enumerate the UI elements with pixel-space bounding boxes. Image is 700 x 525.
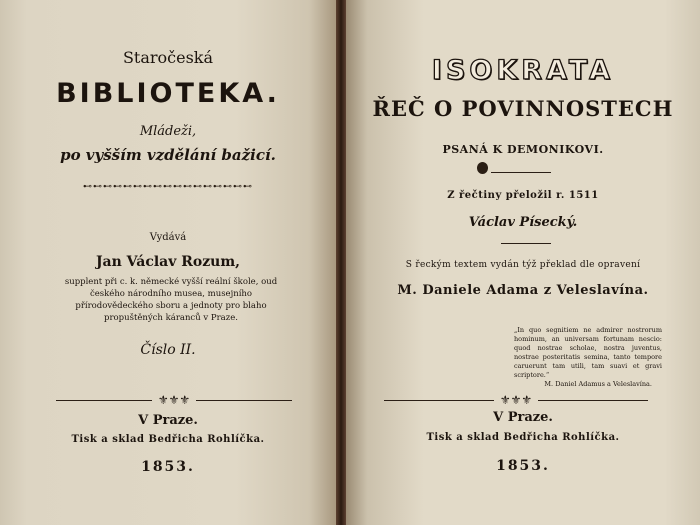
dedication-line-2: po vyšším vzdělání bažicí. — [60, 146, 276, 164]
ornament-divider: ⊷⊷⊷⊷⊷⊷⊷⊷⊷⊷⊷⊷⊷⊷⊷⊷⊷ — [83, 182, 253, 192]
work-title: ŘEČ O POVINNOSTECH — [372, 96, 674, 121]
imprint-printer: Tisk a sklad Bedřicha Rohlíčka. — [426, 432, 620, 443]
short-divider-2 — [501, 243, 551, 244]
dedication-line-1: Mládeži, — [139, 124, 197, 139]
imprint-city: V Praze. — [493, 410, 553, 425]
fleuron-icon: ⚜⚜⚜ — [499, 393, 533, 407]
book-gutter — [336, 0, 346, 525]
ornament-rule — [56, 393, 292, 407]
editor-name: Jan Václav Rozum, — [95, 254, 241, 270]
imprint-city: V Praze. — [138, 413, 198, 428]
translation-note: Z řečtiny přeložil r. 1511 — [447, 190, 599, 201]
edition-note: S řeckým textem vydán týž překlad dle opravení — [405, 260, 641, 270]
ink-blot — [477, 162, 488, 174]
edition-editor: M. Daniele Adama z Veleslavína. — [397, 283, 649, 298]
editor-description: supplent při c. k. německé vyšší reální škole, oud českého národního musea, musejního přírodovědeckého sboru a jednoty pro blaho propuštěných káranců v Praze. — [64, 277, 278, 323]
volume-number: Číslo II. — [140, 342, 196, 358]
imprint-printer: Tisk a sklad Bedřicha Rohlíčka. — [71, 434, 265, 445]
imprint-year: 1853. — [141, 459, 195, 475]
short-divider — [491, 172, 551, 173]
epigraph-attribution: M. Daniel Adamus a Veleslavína. — [544, 380, 652, 388]
work-subtitle: PSANÁ K DEMONIKOVI. — [442, 143, 604, 156]
epigraph-text: „In quo segnitiem ne admirer nostrorum hominum, an universam fortunam nescio: quod nostrae scholae, nostra juventus, nostrae posteritatis semina, tanto tempore caruerunt tam utili, tam suavi et gravi scriptore.“ — [514, 326, 662, 379]
series-name: BIBLIOTEKA. — [56, 78, 280, 109]
left-page — [0, 0, 336, 525]
publisher-label: Vydává — [149, 232, 187, 243]
epigraph — [514, 326, 662, 389]
series-title: Staročeská — [122, 48, 214, 67]
right-page — [346, 0, 700, 525]
author-name: ISOKRATA — [431, 55, 615, 86]
ornament-rule — [384, 393, 648, 407]
imprint-year: 1853. — [496, 458, 550, 474]
translator-name: Václav Písecký. — [468, 215, 578, 230]
fleuron-icon: ⚜⚜⚜ — [157, 393, 191, 407]
